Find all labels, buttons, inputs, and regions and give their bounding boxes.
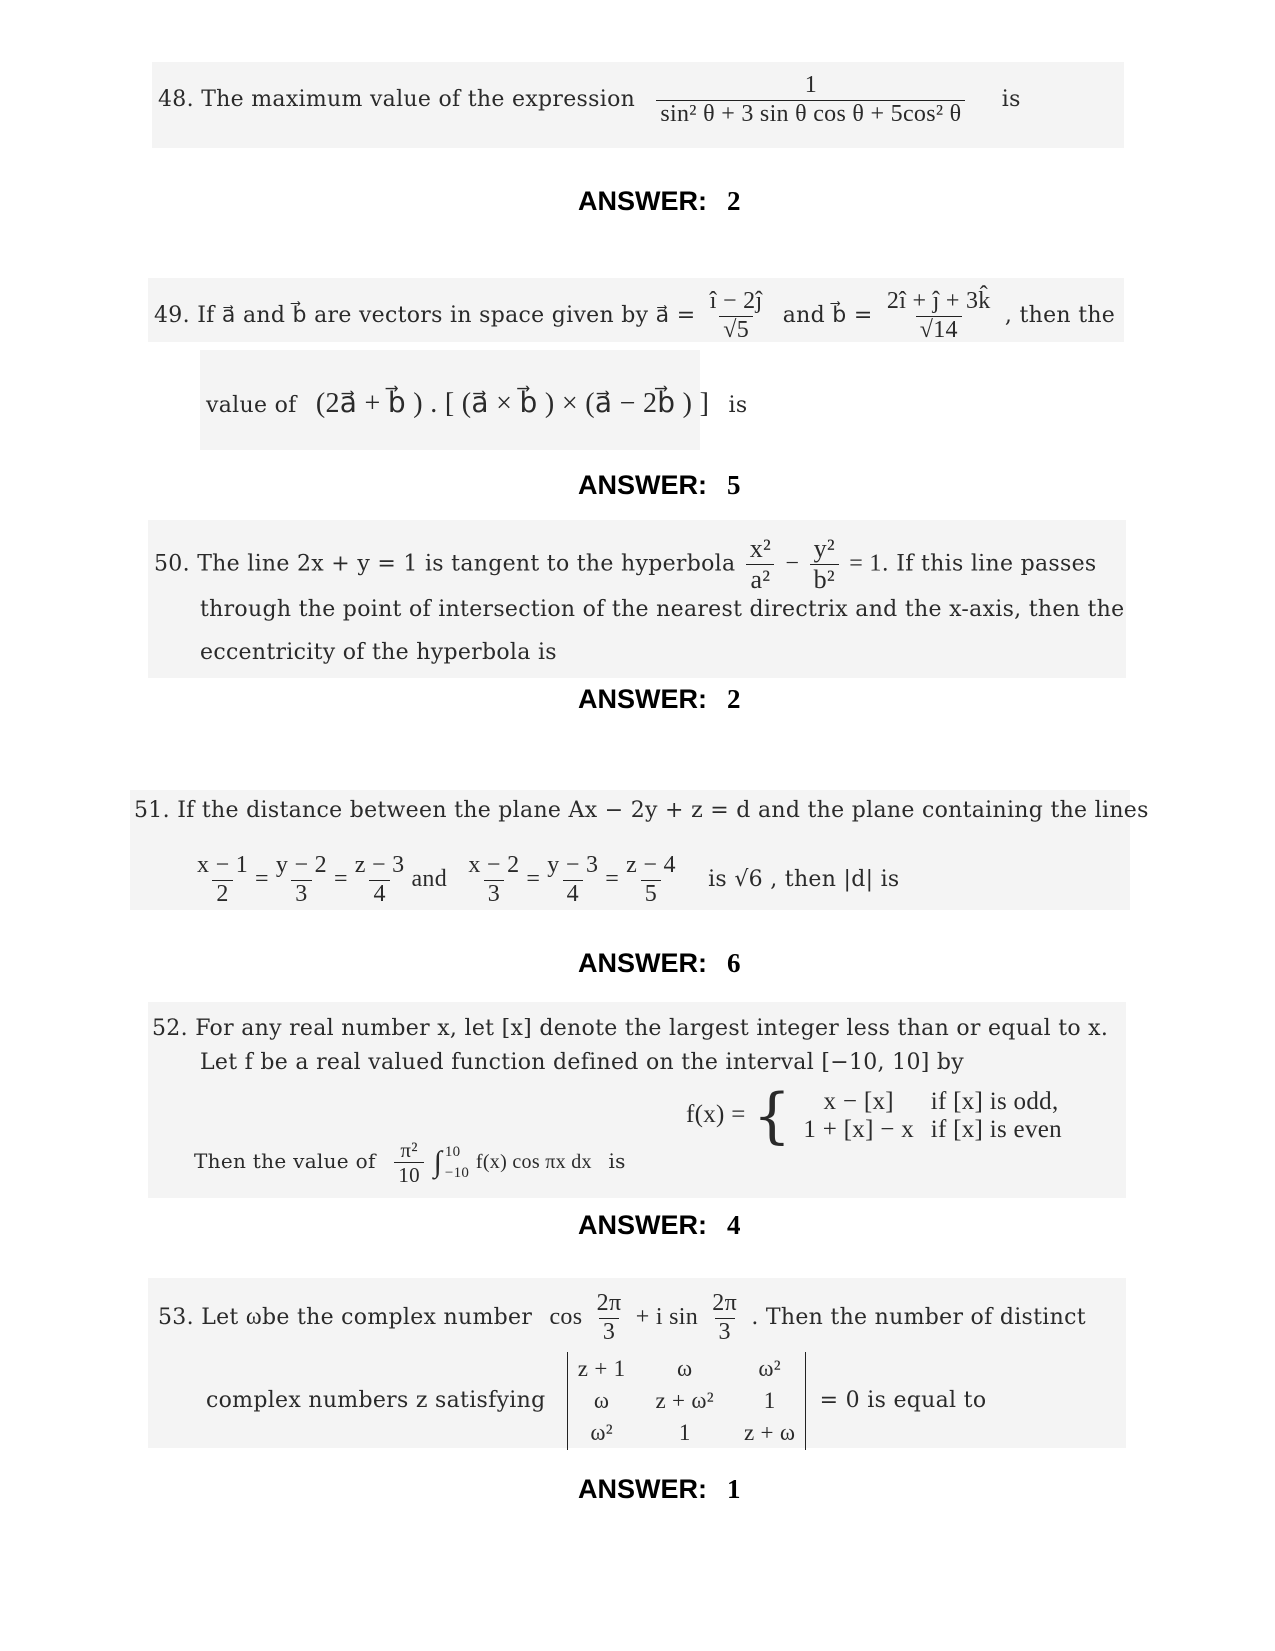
q53-answer — [578, 1474, 741, 1505]
q49-answer — [578, 470, 741, 501]
matrix-cell: ω² — [590, 1420, 613, 1445]
frac-num: z − 4 — [626, 852, 676, 878]
frac-den: 4 — [369, 880, 389, 909]
q48-answer — [578, 186, 741, 217]
frac-num: y − 3 — [547, 852, 599, 878]
q51-number: 51. — [134, 798, 170, 823]
q50-line1-tail: . If this line passes — [881, 551, 1097, 577]
q53-line1-tail: . Then the number of distinct — [751, 1305, 1086, 1331]
answer-value: 4 — [727, 1210, 741, 1240]
q50-answer — [578, 684, 741, 715]
answer-value: 6 — [727, 948, 741, 978]
q52-pi-den: 10 — [394, 1162, 424, 1187]
q49-a-den: √5 — [719, 316, 753, 345]
q51-line1-text: If the distance between the plane Ax − 2y + z = d and the plane containing the lines — [177, 798, 1149, 823]
frac-num: z − 3 — [354, 852, 405, 878]
q50-f2-den: b² — [810, 564, 839, 595]
q50-line1 — [154, 534, 1097, 595]
q51-frac-6 — [622, 852, 680, 908]
frac-den: 5 — [641, 880, 661, 909]
matrix-cell: z + ω² — [655, 1388, 714, 1413]
frac-den: 3 — [599, 1318, 619, 1347]
frac-den: 4 — [563, 880, 583, 909]
q52-cases — [799, 1088, 1062, 1144]
frac-num: 2π — [596, 1290, 622, 1316]
q49-and: and b⃗ = — [782, 303, 873, 329]
q49-expression: (2a⃗ + b⃗ ) . [ (a⃗ × b⃗ ) × (a⃗ − 2b⃗ ) ] — [315, 388, 710, 419]
q50-line3: eccentricity of the hyperbola is — [200, 640, 557, 665]
q49-line1-text: If a⃗ and b⃗ are vectors in space given by a⃗ = — [197, 303, 696, 329]
q51-and: and — [411, 866, 448, 893]
answer-label: ANSWER: — [578, 1210, 707, 1240]
q52-case2-cond: if [x] is even — [930, 1116, 1062, 1143]
q53-frac-sin — [708, 1290, 741, 1346]
q53-line2-text: complex numbers z satisfying — [206, 1388, 546, 1413]
q50-number: 50. — [154, 551, 190, 577]
q52-number: 52. — [152, 1016, 188, 1041]
q52-case1-cond: if [x] is odd, — [930, 1088, 1059, 1115]
q49-b-fraction — [883, 288, 995, 344]
matrix-cell: ω — [677, 1356, 693, 1381]
q49-line2-tail: is — [728, 393, 748, 418]
q52-answer — [578, 1210, 741, 1241]
q51-line2: $\frac{x - 1}{2}$ = $\frac{y - 2}{3}$ = $\frac{z - 3}{4}$ and $\frac{x - 2}{3}$ = $\frac{y - 3}{4}$ = $\frac{z - 4}{5}$ is √6 , then |d| is — [190, 852, 900, 908]
q52-integral-sign: ∫ — [433, 1145, 443, 1179]
q52-line1-text: For any real number x, let [x] denote the largest integer less than or equal to x. — [195, 1016, 1109, 1041]
q49-line1 — [154, 288, 1115, 344]
q51-answer — [578, 948, 741, 979]
q51-line1 — [134, 798, 1149, 823]
q50-equals: = 1 — [849, 550, 882, 577]
q53-line2-tail: = 0 is equal to — [819, 1388, 987, 1413]
q52-case2-expr: 1 + [x] − x — [803, 1116, 915, 1143]
q52-upper-limit: 10 — [444, 1143, 461, 1160]
q53-determinant — [567, 1352, 807, 1450]
q48-frac-num: 1 — [804, 72, 818, 98]
answer-label: ANSWER: — [578, 1474, 707, 1504]
answer-label: ANSWER: — [578, 186, 707, 216]
q48-tail: is — [1001, 87, 1021, 113]
q52-pi-fraction — [394, 1138, 424, 1187]
q50-minus: − — [785, 550, 800, 577]
q49-line2 — [206, 386, 747, 420]
q52-limits — [445, 1142, 469, 1184]
q53-cos: cos — [549, 1304, 583, 1331]
q50-f1-den: a² — [746, 564, 774, 595]
q52-case1-expr: x − [x] — [823, 1088, 894, 1115]
q49-b-den: √14 — [916, 316, 962, 345]
q53-line1-text: be the complex number — [261, 1305, 533, 1331]
matrix-cell: 1 — [763, 1388, 776, 1413]
answer-label: ANSWER: — [578, 470, 707, 500]
q51-frac-3 — [351, 852, 409, 908]
q48-text: The maximum value of the expression — [201, 87, 636, 113]
matrix-cell: ω — [593, 1388, 610, 1413]
q50-line2: through the point of intersection of the nearest directrix and the x-axis, then the — [200, 597, 1125, 622]
q52-function — [686, 1081, 1062, 1151]
answer-label: ANSWER: — [578, 948, 707, 978]
q51-frac-2 — [272, 852, 331, 908]
q49-line1-tail: , then the — [1004, 303, 1116, 329]
q53-let: Let — [201, 1305, 239, 1331]
q49-b-num: 2î + ĵ + 3k̂ — [886, 288, 991, 314]
q52-line1 — [152, 1016, 1108, 1041]
q50-f1-num: x² — [749, 534, 772, 563]
q50-f2-num: y² — [813, 534, 835, 563]
matrix-cell: ω² — [758, 1356, 781, 1381]
answer-label: ANSWER: — [578, 684, 707, 714]
q50-x-fraction — [746, 534, 775, 595]
matrix-cell: 1 — [678, 1420, 691, 1445]
q52-integrand: f(x) cos πx dx — [475, 1151, 592, 1174]
q52-line3 — [194, 1138, 626, 1187]
q52-lower-limit: −10 — [444, 1164, 470, 1181]
q52-line3-text: Then the value of — [194, 1149, 376, 1174]
frac-num: 2π — [712, 1290, 738, 1316]
q49-a-fraction — [706, 288, 767, 344]
q51-frac-4 — [464, 852, 523, 908]
frac-num: y − 2 — [275, 852, 327, 878]
q49-number: 49. — [154, 303, 190, 329]
frac-den: 3 — [484, 880, 504, 909]
answer-value: 5 — [727, 470, 741, 500]
frac-den: 2 — [212, 880, 232, 909]
q52-line3-tail: is — [608, 1149, 626, 1174]
matrix-cell: z + 1 — [577, 1356, 626, 1381]
q52-f-lhs: f(x) = — [686, 1101, 746, 1128]
q48-number: 48. — [158, 87, 194, 113]
q49-a-num: î − 2ĵ — [709, 288, 763, 314]
q51-frac-5 — [543, 852, 602, 908]
matrix-cell: z + ω — [744, 1420, 796, 1445]
q48-line — [158, 72, 1021, 128]
q53-plus-isin: + i sin — [635, 1304, 698, 1331]
q50-line1-text: The line 2x + y = 1 is tangent to the hyperbola — [197, 551, 736, 577]
q51-frac-1 — [193, 852, 252, 908]
q53-omega: ω — [245, 1304, 262, 1331]
q52-pi-num: π² — [400, 1138, 418, 1162]
q52-brace: { — [752, 1081, 792, 1151]
q48-frac-den: sin² θ + 3 sin θ cos θ + 5cos² θ — [656, 100, 965, 129]
frac-den: 3 — [715, 1318, 735, 1347]
q49-line2-text: value of — [206, 393, 297, 418]
frac-den: 3 — [291, 880, 311, 909]
q53-line1 — [158, 1290, 1086, 1346]
q50-y-fraction — [810, 534, 839, 595]
q52-line2: Let f be a real valued function defined on the interval [−10, 10] by — [200, 1050, 965, 1075]
q53-number: 53. — [158, 1305, 194, 1331]
q53-line2 — [206, 1352, 986, 1450]
frac-num: x − 2 — [468, 852, 520, 878]
q48-fraction — [656, 72, 965, 128]
answer-value: 2 — [727, 684, 741, 714]
q51-tail: is √6 , then |d| is — [708, 867, 900, 893]
answer-value: 2 — [727, 186, 741, 216]
frac-num: x − 1 — [197, 852, 249, 878]
answer-value: 1 — [727, 1474, 741, 1504]
q53-frac-cos — [593, 1290, 626, 1346]
